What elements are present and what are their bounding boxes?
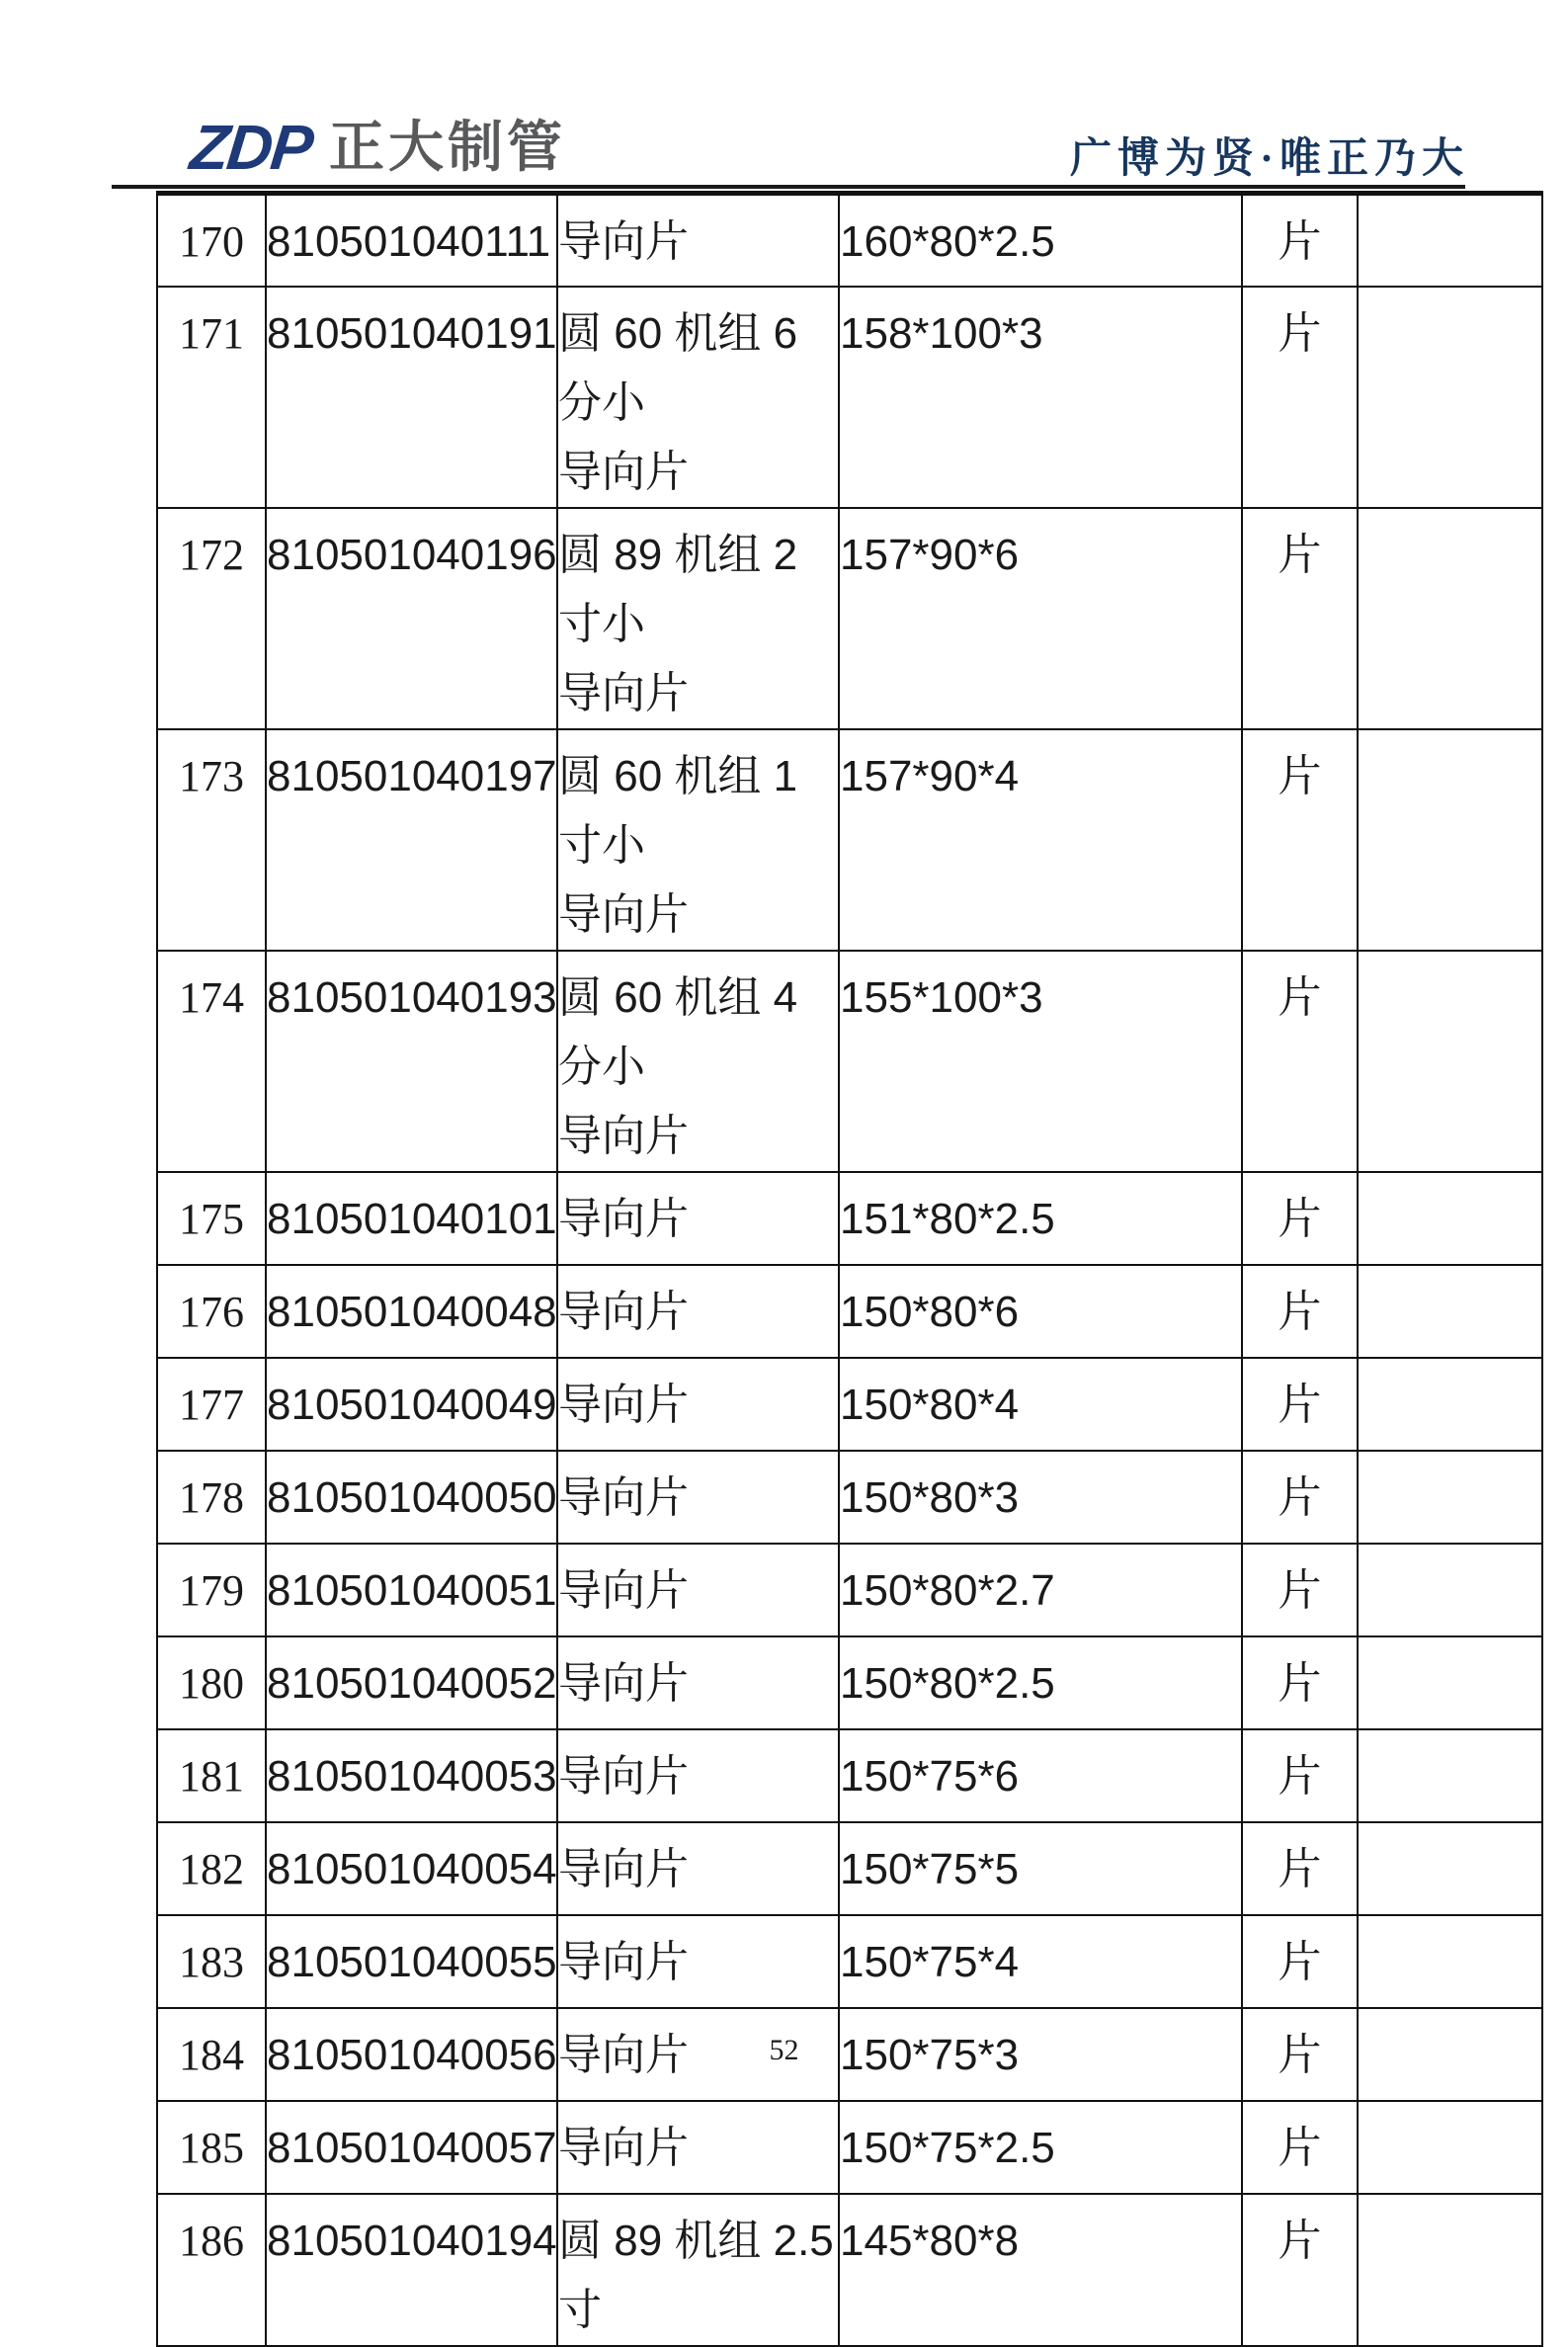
table-row	[157, 287, 1542, 508]
unit-cell-text: 片	[1278, 1380, 1322, 1429]
unit-cell	[1242, 1636, 1358, 1729]
material-name-cell-text: 导向片	[558, 1472, 689, 1522]
material-code-cell-text: 810501040194	[267, 2216, 557, 2265]
unit-cell	[1242, 1451, 1358, 1544]
material-name-cell	[557, 2101, 839, 2194]
spec-cell-text: 150*75*6	[840, 1751, 1020, 1801]
material-code-cell-text: 810501040052	[267, 1658, 557, 1708]
unit-cell-text: 片	[1278, 2123, 1322, 2172]
material-name-cell	[557, 1265, 839, 1358]
remark-cell	[1358, 1451, 1542, 1544]
row-number-cell-text: 172	[179, 530, 244, 579]
material-name-cell-text: 圆 60 机组 6 分小	[558, 308, 798, 427]
row-number-cell-text: 173	[179, 751, 244, 800]
unit-cell-text: 片	[1278, 2216, 1322, 2265]
material-code-cell-text: 810501040053	[267, 1751, 557, 1801]
remark-cell	[1358, 1265, 1542, 1358]
material-code-cell	[266, 2194, 557, 2346]
row-number-cell-text: 178	[179, 1472, 244, 1522]
row-number-cell-text: 174	[179, 972, 244, 1022]
row-number-cell-text: 175	[179, 1194, 244, 1243]
material-name-cell-text: 导向片	[558, 2030, 689, 2079]
unit-cell-text: 片	[1278, 1472, 1322, 1522]
unit-cell-text: 片	[1278, 1194, 1322, 1243]
table-row	[157, 1544, 1542, 1636]
material-name-cell	[557, 951, 839, 1172]
spec-cell-text: 150*75*4	[840, 1937, 1020, 1986]
row-number-cell	[157, 1636, 266, 1729]
material-code-cell	[266, 1451, 557, 1544]
material-code-cell	[266, 1544, 557, 1636]
page-footer	[0, 2034, 1568, 2067]
row-number-cell	[157, 2194, 266, 2346]
material-name-cell-text: 圆 89 机组 2.5 寸	[558, 2216, 834, 2334]
row-number-cell	[157, 1729, 266, 1822]
material-code-cell	[266, 1729, 557, 1822]
material-code-cell-text: 810501040055	[267, 1937, 557, 1986]
spec-cell-text: 150*80*6	[840, 1287, 1020, 1336]
row-number-cell-text: 179	[179, 1565, 244, 1615]
row-number-cell	[157, 1172, 266, 1265]
unit-cell-text: 片	[1278, 1287, 1322, 1336]
unit-cell	[1242, 951, 1358, 1172]
table-body	[157, 194, 1542, 2346]
remark-cell	[1358, 1358, 1542, 1451]
row-number-cell	[157, 1822, 266, 1915]
remark-cell	[1358, 1729, 1542, 1822]
material-name-cell-text: 导向片	[558, 1194, 689, 1243]
material-name-cell	[557, 1544, 839, 1636]
material-code-cell	[266, 1358, 557, 1451]
unit-cell	[1242, 1265, 1358, 1358]
spec-cell	[839, 729, 1242, 951]
row-number-cell-text: 186	[179, 2216, 244, 2265]
row-number-cell	[157, 951, 266, 1172]
spec-cell	[839, 1172, 1242, 1265]
unit-cell	[1242, 1544, 1358, 1636]
row-number-cell-text: 176	[179, 1287, 244, 1336]
company-slogan: 广博为贤·唯正乃大	[1069, 136, 1469, 182]
spec-cell-text: 150*80*2.7	[840, 1565, 1055, 1615]
material-name-cell-text: 导向片	[558, 1937, 689, 1986]
table-row	[157, 1636, 1542, 1729]
spec-cell	[839, 1451, 1242, 1544]
material-code-cell	[266, 729, 557, 951]
spec-cell	[839, 1729, 1242, 1822]
material-name-cell-text: 导向片	[558, 1751, 689, 1801]
unit-cell-text: 片	[1278, 1565, 1322, 1615]
material-name-cell-text: 导向片	[558, 1658, 689, 1708]
material-name-cell	[557, 287, 839, 508]
material-code-cell-text: 810501040048	[267, 1287, 557, 1336]
unit-cell	[1242, 287, 1358, 508]
material-code-cell	[266, 1265, 557, 1358]
material-name-cell-text: 导向片	[558, 889, 689, 939]
material-name-cell-text: 圆 60 机组 1 寸小	[558, 751, 798, 870]
material-code-cell-text: 810501040101	[267, 1194, 557, 1243]
table-row	[157, 1915, 1542, 2008]
material-code-cell	[266, 951, 557, 1172]
material-name-cell	[557, 1915, 839, 2008]
material-code-cell	[266, 1636, 557, 1729]
remark-cell	[1358, 287, 1542, 508]
remark-cell	[1358, 1822, 1542, 1915]
row-number-cell	[157, 1451, 266, 1544]
table-row	[157, 1451, 1542, 1544]
spec-cell	[839, 1822, 1242, 1915]
material-name-cell	[557, 1172, 839, 1265]
material-name-cell-text: 圆 89 机组 2 寸小	[558, 530, 798, 648]
unit-cell-text: 片	[1278, 1844, 1322, 1893]
unit-cell	[1242, 1915, 1358, 2008]
table-row	[157, 1358, 1542, 1451]
material-name-cell-text: 导向片	[558, 668, 689, 717]
row-number-cell	[157, 1544, 266, 1636]
spec-cell-text: 151*80*2.5	[840, 1194, 1055, 1243]
company-logo	[187, 112, 566, 183]
remark-cell	[1358, 2101, 1542, 2194]
row-number-cell	[157, 1915, 266, 2008]
table-row	[157, 2101, 1542, 2194]
material-name-cell-text: 导向片	[558, 1380, 689, 1429]
unit-cell	[1242, 2194, 1358, 2346]
spec-cell-text: 150*80*4	[840, 1380, 1020, 1429]
unit-cell-text: 片	[1278, 308, 1322, 358]
spec-cell-text: 157*90*4	[840, 751, 1020, 800]
material-name-cell-text: 导向片	[558, 1844, 689, 1893]
table-row	[157, 194, 1542, 287]
material-code-cell-text: 810501040051	[267, 1565, 557, 1615]
material-name-cell	[557, 1358, 839, 1451]
spec-cell	[839, 508, 1242, 729]
spec-cell-text: 150*80*3	[840, 1472, 1020, 1522]
material-code-cell-text: 810501040196	[267, 530, 557, 579]
material-name-cell	[557, 2194, 839, 2346]
unit-cell-text: 片	[1278, 1658, 1322, 1708]
spec-cell-text: 150*80*2.5	[840, 1658, 1055, 1708]
material-name-cell	[557, 1729, 839, 1822]
spec-cell	[839, 1544, 1242, 1636]
material-name-cell-text: 导向片	[558, 1111, 689, 1160]
material-name-cell-text: 导向片	[558, 1565, 689, 1615]
row-number-cell-text: 177	[179, 1380, 244, 1429]
row-number-cell-text: 182	[179, 1844, 244, 1893]
unit-cell	[1242, 508, 1358, 729]
spec-cell	[839, 1265, 1242, 1358]
spec-cell	[839, 287, 1242, 508]
material-name-cell	[557, 194, 839, 287]
material-code-cell-text: 810501040193	[267, 972, 557, 1022]
unit-cell-text: 片	[1278, 530, 1322, 579]
material-name-cell	[557, 1636, 839, 1729]
material-code-cell	[266, 1822, 557, 1915]
unit-cell	[1242, 1822, 1358, 1915]
zdp-logo-icon: ZDP	[187, 112, 315, 183]
row-number-cell	[157, 1358, 266, 1451]
row-number-cell-text: 184	[179, 2030, 244, 2079]
remark-cell	[1358, 951, 1542, 1172]
spec-cell	[839, 951, 1242, 1172]
material-code-cell-text: 810501040191	[267, 308, 557, 358]
page-number: 52	[769, 2034, 799, 2066]
unit-cell	[1242, 2101, 1358, 2194]
company-name: 正大制管	[329, 116, 566, 178]
material-name-cell	[557, 1822, 839, 1915]
remark-cell	[1358, 194, 1542, 287]
spec-cell	[839, 1636, 1242, 1729]
material-code-cell-text: 810501040054	[267, 1844, 557, 1893]
spec-cell-text: 145*80*8	[840, 2216, 1020, 2265]
row-number-cell	[157, 508, 266, 729]
header-divider	[112, 185, 1465, 189]
spec-cell	[839, 2194, 1242, 2346]
spec-cell-text: 160*80*2.5	[840, 217, 1055, 266]
row-number-cell	[157, 194, 266, 287]
material-code-cell	[266, 194, 557, 287]
spec-cell	[839, 1358, 1242, 1451]
remark-cell	[1358, 1544, 1542, 1636]
remark-cell	[1358, 729, 1542, 951]
unit-cell-text: 片	[1278, 1937, 1322, 1986]
spec-cell-text: 150*75*2.5	[840, 2123, 1055, 2172]
row-number-cell	[157, 2101, 266, 2194]
material-name-cell-text: 导向片	[558, 447, 689, 496]
remark-cell	[1358, 1915, 1542, 2008]
material-code-cell-text: 810501040111	[267, 217, 551, 266]
unit-cell	[1242, 1172, 1358, 1265]
material-code-cell-text: 810501040056	[267, 2030, 557, 2079]
remark-cell	[1358, 1636, 1542, 1729]
table-row	[157, 2194, 1542, 2346]
row-number-cell	[157, 729, 266, 951]
material-name-cell-text: 导向片	[558, 1287, 689, 1336]
material-code-cell	[266, 2101, 557, 2194]
spec-cell-text: 157*90*6	[840, 530, 1020, 579]
unit-cell-text: 片	[1278, 972, 1322, 1022]
row-number-cell	[157, 1265, 266, 1358]
spec-cell-text: 150*75*5	[840, 1844, 1020, 1893]
row-number-cell-text: 171	[179, 308, 244, 358]
spec-cell-text: 155*100*3	[840, 972, 1043, 1022]
material-name-cell-text: 导向片	[558, 217, 689, 266]
remark-cell	[1358, 1172, 1542, 1265]
material-name-cell-text: 圆 60 机组 4 分小	[558, 972, 798, 1091]
unit-cell-text: 片	[1278, 2030, 1322, 2079]
remark-cell	[1358, 2194, 1542, 2346]
spec-cell-text: 150*75*3	[840, 2030, 1020, 2079]
table-row	[157, 1172, 1542, 1265]
material-code-cell-text: 810501040050	[267, 1472, 557, 1522]
material-code-cell-text: 810501040049	[267, 1380, 557, 1429]
unit-cell	[1242, 194, 1358, 287]
unit-cell-text: 片	[1278, 217, 1322, 266]
row-number-cell-text: 181	[179, 1751, 244, 1801]
material-code-cell	[266, 508, 557, 729]
table-row	[157, 508, 1542, 729]
material-code-cell	[266, 1915, 557, 2008]
table-row	[157, 1265, 1542, 1358]
material-code-cell	[266, 1172, 557, 1265]
spec-cell	[839, 2101, 1242, 2194]
material-name-cell	[557, 508, 839, 729]
unit-cell	[1242, 1729, 1358, 1822]
table-row	[157, 951, 1542, 1172]
unit-cell	[1242, 729, 1358, 951]
spec-cell	[839, 194, 1242, 287]
row-number-cell-text: 183	[179, 1937, 244, 1986]
row-number-cell	[157, 287, 266, 508]
material-name-cell	[557, 1451, 839, 1544]
row-number-cell-text: 185	[179, 2123, 244, 2172]
material-name-cell-text: 导向片	[558, 2123, 689, 2172]
table-row	[157, 729, 1542, 951]
row-number-cell-text: 180	[179, 1658, 244, 1708]
page-header	[0, 0, 1568, 192]
spec-cell	[839, 1915, 1242, 2008]
row-number-cell-text: 170	[179, 217, 244, 266]
table-row	[157, 1822, 1542, 1915]
unit-cell	[1242, 1358, 1358, 1451]
material-code-cell	[266, 287, 557, 508]
remark-cell	[1358, 508, 1542, 729]
materials-table	[156, 191, 1543, 2347]
unit-cell-text: 片	[1278, 1751, 1322, 1801]
spec-cell-text: 158*100*3	[840, 308, 1043, 358]
material-name-cell	[557, 729, 839, 951]
material-code-cell-text: 810501040197	[267, 751, 557, 800]
table-row	[157, 1729, 1542, 1822]
material-code-cell-text: 810501040057	[267, 2123, 557, 2172]
unit-cell-text: 片	[1278, 751, 1322, 800]
